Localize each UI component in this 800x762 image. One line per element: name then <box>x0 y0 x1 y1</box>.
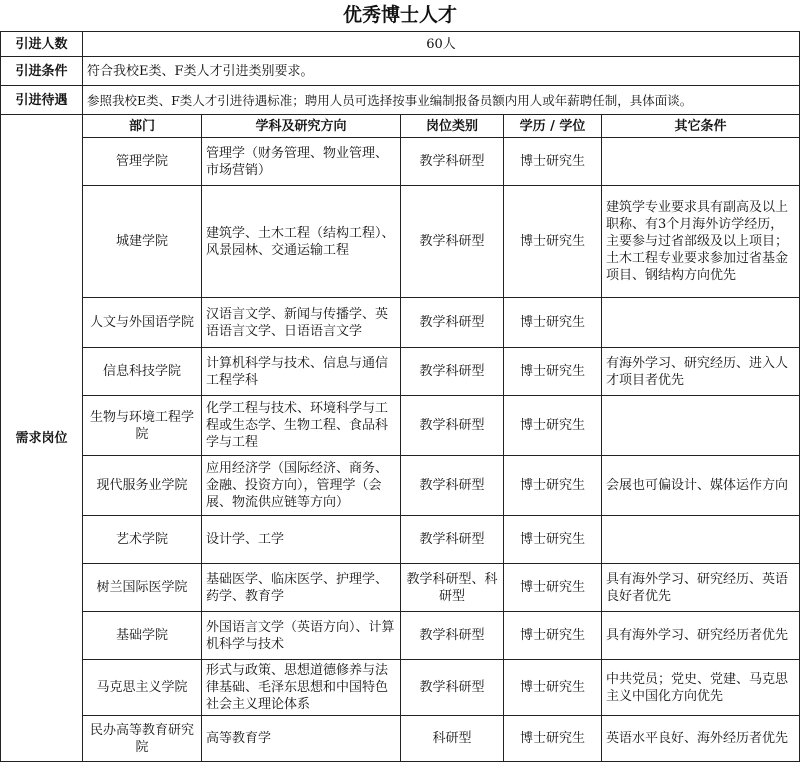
other-cell <box>602 516 800 564</box>
dept-cell: 人文与外国语学院 <box>83 298 202 348</box>
degree-cell: 博士研究生 <box>504 612 602 660</box>
type-cell: 教学科研型、科研型 <box>401 564 504 612</box>
condition-row <box>1 57 800 86</box>
fields-cell: 计算机科学与技术、信息与通信工程学科 <box>202 348 401 396</box>
dept-cell: 管理学院 <box>83 138 202 186</box>
degree-cell: 博士研究生 <box>504 660 602 716</box>
degree-cell: 博士研究生 <box>504 298 602 348</box>
type-cell: 教学科研型 <box>401 186 504 298</box>
dept-cell: 生物与环境工程学院 <box>83 396 202 456</box>
fields-cell: 外国语言文学（英语方向）、计算机科学与技术 <box>202 612 401 660</box>
count-label: 引进人数 <box>1 32 83 57</box>
header-row <box>1 115 800 138</box>
condition-value: 符合我校E类、F类人才引进类别要求。 <box>83 57 800 86</box>
dept-cell: 信息科技学院 <box>83 348 202 396</box>
dept-cell: 树兰国际医学院 <box>83 564 202 612</box>
table-row <box>1 716 800 762</box>
fields-cell: 汉语言文学、新闻与传播学、英语语言文学、日语语言文学 <box>202 298 401 348</box>
treatment-value: 参照我校E类、F类人才引进待遇标准；聘用人员可选择按事业编制报备员额内用人或年薪聘任制，具体面谈。 <box>83 86 800 115</box>
fields-cell: 管理学（财务管理、物业管理、市场营销） <box>202 138 401 186</box>
count-row <box>1 32 800 57</box>
treatment-label: 引进待遇 <box>1 86 83 115</box>
degree-cell: 博士研究生 <box>504 716 602 762</box>
table-row <box>1 348 800 396</box>
degree-cell: 博士研究生 <box>504 516 602 564</box>
need-label: 需求岗位 <box>1 115 83 762</box>
table-row <box>1 298 800 348</box>
type-cell: 科研型 <box>401 716 504 762</box>
other-cell <box>602 138 800 186</box>
fields-cell: 应用经济学（国际经济、商务、金融、投资方向），管理学（会展、物流供应链等方向） <box>202 456 401 516</box>
other-cell: 有海外学习、研究经历、进入人才项目者优先 <box>602 348 800 396</box>
dept-cell: 城建学院 <box>83 186 202 298</box>
treatment-row <box>1 86 800 115</box>
type-cell: 教学科研型 <box>401 348 504 396</box>
talent-table <box>0 31 800 762</box>
other-cell: 建筑学专业要求具有副高及以上职称、有3个月海外访学经历，主要参与过省部级及以上项目；土木工程专业要求参加过省基金项目、钢结构方向优先 <box>602 186 800 298</box>
table-row <box>1 516 800 564</box>
page-title: 优秀博士人才 <box>342 4 457 26</box>
header-dept: 部门 <box>83 115 202 138</box>
degree-cell: 博士研究生 <box>504 186 602 298</box>
fields-cell: 形式与政策、思想道德修养与法律基础、毛泽东思想和中国特色社会主义理论体系 <box>202 660 401 716</box>
table-row <box>1 456 800 516</box>
type-cell: 教学科研型 <box>401 138 504 186</box>
table-row <box>1 564 800 612</box>
type-cell: 教学科研型 <box>401 516 504 564</box>
table-row <box>1 138 800 186</box>
table-row <box>1 186 800 298</box>
condition-label: 引进条件 <box>1 57 83 86</box>
header-degree: 学历 / 学位 <box>504 115 602 138</box>
header-other: 其它条件 <box>602 115 800 138</box>
header-fields: 学科及研究方向 <box>202 115 401 138</box>
dept-cell: 马克思主义学院 <box>83 660 202 716</box>
degree-cell: 博士研究生 <box>504 456 602 516</box>
other-cell: 会展也可偏设计、媒体运作方向 <box>602 456 800 516</box>
type-cell: 教学科研型 <box>401 396 504 456</box>
other-cell: 具有海外学习、研究经历者优先 <box>602 612 800 660</box>
degree-cell: 博士研究生 <box>504 396 602 456</box>
table-row <box>1 396 800 456</box>
table-row <box>1 612 800 660</box>
table-row <box>1 660 800 716</box>
dept-cell: 民办高等教育研究院 <box>83 716 202 762</box>
other-cell: 英语水平良好、海外经历者优先 <box>602 716 800 762</box>
degree-cell: 博士研究生 <box>504 564 602 612</box>
header-type: 岗位类别 <box>401 115 504 138</box>
other-cell: 中共党员；党史、党建、马克思主义中国化方向优先 <box>602 660 800 716</box>
type-cell: 教学科研型 <box>401 298 504 348</box>
degree-cell: 博士研究生 <box>504 348 602 396</box>
fields-cell: 基础医学、临床医学、护理学、药学、教育学 <box>202 564 401 612</box>
type-cell: 教学科研型 <box>401 660 504 716</box>
fields-cell: 建筑学、土木工程（结构工程）、风景园林、交通运输工程 <box>202 186 401 298</box>
type-cell: 教学科研型 <box>401 612 504 660</box>
fields-cell: 高等教育学 <box>202 716 401 762</box>
other-cell <box>602 298 800 348</box>
fields-cell: 化学工程与技术、环境科学与工程或生态学、生物工程、食品科学与工程 <box>202 396 401 456</box>
type-cell: 教学科研型 <box>401 456 504 516</box>
degree-cell: 博士研究生 <box>504 138 602 186</box>
other-cell: 具有海外学习、研究经历、英语良好者优先 <box>602 564 800 612</box>
dept-cell: 基础学院 <box>83 612 202 660</box>
count-value: 60人 <box>83 32 800 57</box>
dept-cell: 现代服务业学院 <box>83 456 202 516</box>
other-cell <box>602 396 800 456</box>
fields-cell: 设计学、工学 <box>202 516 401 564</box>
dept-cell: 艺术学院 <box>83 516 202 564</box>
